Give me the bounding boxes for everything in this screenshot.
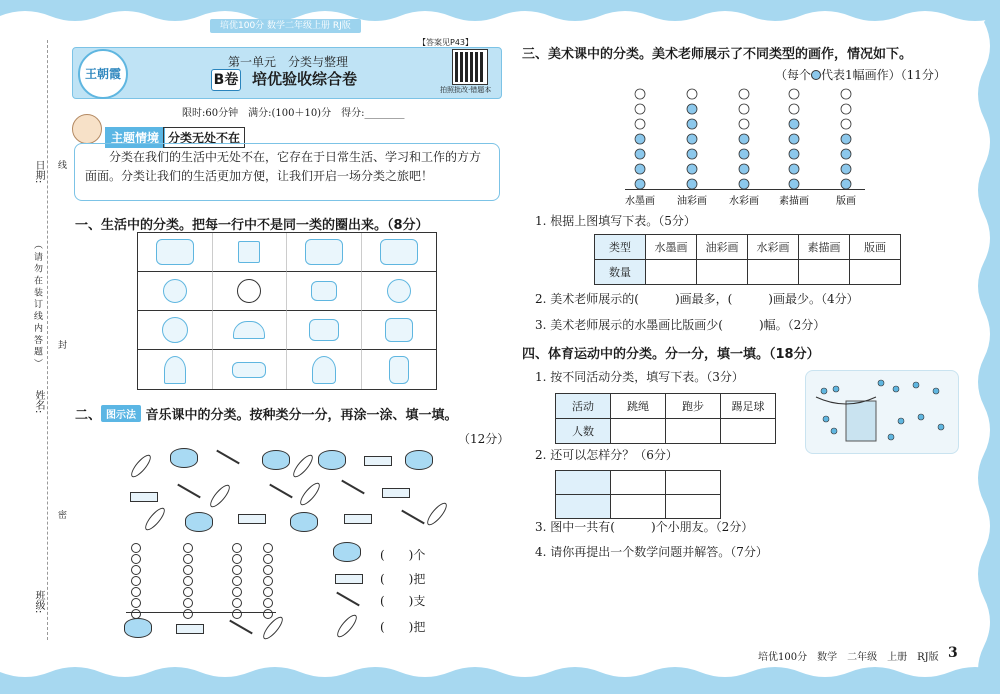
- q3-sub2: 2. 美术老师展示的( )画最多，( )画最少。（4分）: [535, 292, 859, 306]
- pictograph-filled-mark: [789, 134, 799, 144]
- q3-row-count: 数量: [595, 260, 646, 285]
- sports-scene-illustration: [805, 370, 959, 454]
- q2-column-4: [263, 543, 273, 619]
- pictograph-filled-mark: [841, 164, 851, 174]
- q3-baseline: [625, 189, 865, 190]
- q2-answer-flute[interactable]: ( )支: [380, 594, 426, 608]
- q4-blank-cell[interactable]: [666, 471, 721, 495]
- watermelon-icon: [162, 317, 188, 343]
- q4-th-activity: 活动: [556, 394, 611, 419]
- q1-title: 一、生活中的分类。把每一行中不是同一类的圈出来。（8分）: [75, 218, 429, 233]
- q1-cell[interactable]: [138, 350, 213, 389]
- q2-title: [75, 404, 458, 423]
- q1-cell[interactable]: [287, 233, 362, 272]
- q3-th-type: 类型: [595, 235, 646, 260]
- q1-cell[interactable]: [287, 350, 362, 389]
- q3-input-cell[interactable]: [748, 260, 799, 285]
- q1-cell[interactable]: [213, 272, 288, 311]
- q4-table: [555, 393, 776, 444]
- answer-reference: 【答案见P43】: [418, 38, 474, 47]
- q1-cell[interactable]: [138, 311, 213, 350]
- pictograph-filled-mark: [841, 149, 851, 159]
- cap-icon: [233, 321, 265, 339]
- q2-column-3: [232, 543, 242, 619]
- q3-pictograph: [620, 80, 870, 205]
- q4-blank-cell[interactable]: [556, 471, 611, 495]
- q4-th-run: 跑步: [666, 394, 721, 419]
- guitar-icon: [142, 505, 168, 533]
- pictograph-empty-mark: [739, 89, 749, 99]
- q2-column-2: [183, 543, 193, 619]
- pictograph-empty-mark: [841, 119, 851, 129]
- drum-icon: [318, 450, 346, 470]
- q4-blank-cell[interactable]: [666, 495, 721, 519]
- pictograph-empty-mark: [739, 119, 749, 129]
- pictograph-empty-mark: [635, 104, 645, 114]
- drum-icon: [262, 450, 290, 470]
- harmonica-icon: [344, 514, 372, 524]
- q3-note-b: 代表1幅画作）（11分）: [821, 68, 946, 82]
- pictograph-filled-mark: [789, 119, 799, 129]
- pictograph-filled-mark: [789, 164, 799, 174]
- q4-title: 四、体育运动中的分类。分一分，填一填。（18分）: [522, 347, 820, 362]
- q3-input-cell[interactable]: [850, 260, 901, 285]
- pictograph-filled-mark: [687, 134, 697, 144]
- flute-icon: [269, 484, 293, 499]
- seal-dense-text: 密: [56, 510, 66, 519]
- pictograph-filled-mark: [635, 164, 645, 174]
- q3-th-sketch: 素描画: [799, 235, 850, 260]
- pictograph-filled-mark: [841, 134, 851, 144]
- q1-picture-grid: [137, 232, 437, 390]
- harmonica-icon: [176, 624, 204, 634]
- pictograph-filled-mark: [789, 149, 799, 159]
- q4-th-soccer: 踢足球: [721, 394, 776, 419]
- harmonica-icon: [335, 574, 363, 584]
- q2-answer-guitar[interactable]: ( )把: [380, 620, 426, 634]
- plane-icon: [156, 239, 194, 265]
- q1-cell[interactable]: [362, 311, 437, 350]
- pictograph-filled-mark: [635, 179, 645, 189]
- theme-subtitle: 分类无处不在: [163, 127, 245, 148]
- q1-cell[interactable]: [213, 311, 288, 350]
- q3-th-ink: 水墨画: [646, 235, 697, 260]
- seal-line-text: 线: [56, 160, 66, 169]
- guitar-icon: [290, 452, 316, 480]
- footer-text: 培优100分 数学 二年级 上册 RJ版: [758, 652, 939, 663]
- no-answer-note: （ 请 勿 在 装 订 线 内 答 题 ）: [32, 240, 42, 368]
- seal-seal-text: 封: [56, 340, 66, 349]
- q2-answer-harmonica[interactable]: ( )把: [380, 572, 426, 586]
- flower-icon: [164, 356, 186, 384]
- qr-caption: 拍照批改·错题本: [440, 86, 492, 94]
- q4-blank-cell[interactable]: [556, 495, 611, 519]
- q3-table: [594, 234, 901, 285]
- q4-th-rope: 跳绳: [611, 394, 666, 419]
- drum-icon: [170, 448, 198, 468]
- q3-input-cell[interactable]: [697, 260, 748, 285]
- class-label: 班级:: [33, 590, 44, 614]
- right-wave-border: [962, 0, 1000, 694]
- flute-icon: [229, 620, 253, 635]
- guitar-icon: [334, 612, 360, 640]
- pictograph-category-label: 版画: [836, 196, 856, 207]
- q2-num: 二、: [75, 408, 102, 423]
- pictograph-filled-mark: [739, 179, 749, 189]
- cake-icon: [311, 281, 337, 301]
- q1-cell[interactable]: [362, 272, 437, 311]
- theme-tag: 主题情境: [105, 127, 165, 148]
- qr-code-icon[interactable]: [453, 50, 487, 84]
- top-bar: 培优100分 数学二年级上册 RJ版: [210, 19, 361, 33]
- q3-sub3: 3. 美术老师展示的水墨画比版画少( )幅。（2分）: [535, 318, 826, 332]
- dog-icon: [387, 279, 411, 303]
- shoes-icon: [309, 319, 339, 341]
- q4-row-people: 人数: [556, 419, 611, 444]
- guitar-icon: [424, 500, 450, 528]
- pictograph-category-label: 水彩画: [729, 196, 759, 207]
- pictograph-filled-mark: [739, 149, 749, 159]
- pictograph-filled-mark: [841, 179, 851, 189]
- guitar-icon: [207, 482, 233, 510]
- q1-cell[interactable]: [138, 233, 213, 272]
- q2-method-tag: 图示法: [101, 405, 141, 422]
- brand-logo: 王朝霞: [78, 49, 128, 99]
- q3-sub1: 1. 根据上图填写下表。（5分）: [535, 214, 696, 228]
- flute-icon: [341, 480, 365, 495]
- pictograph-empty-mark: [687, 89, 697, 99]
- q3-note-a: （每个: [775, 68, 812, 82]
- guitar-icon: [297, 480, 323, 508]
- q2-score: （12分）: [458, 432, 510, 446]
- q1-cell[interactable]: [138, 272, 213, 311]
- q3-th-oil: 油彩画: [697, 235, 748, 260]
- panda-icon: [237, 279, 261, 303]
- q3-title: 三、美术课中的分类。美术老师展示了不同类型的画作，情况如下。: [522, 47, 913, 62]
- name-label: 姓名:: [33, 390, 44, 414]
- cube-icon: [238, 241, 260, 263]
- q3-th-water: 水彩画: [748, 235, 799, 260]
- drum-icon: [405, 450, 433, 470]
- q1-cell[interactable]: [287, 311, 362, 350]
- q4-input-cell[interactable]: [611, 419, 666, 444]
- q1-cell[interactable]: [362, 350, 437, 389]
- harmonica-icon: [382, 488, 410, 498]
- binding-line: [47, 40, 48, 640]
- pictograph-filled-mark: [687, 179, 697, 189]
- page-number: 3: [948, 645, 958, 661]
- drum-icon: [290, 512, 318, 532]
- q4-sub3: 3. 图中一共有( )个小朋友。（2分）: [535, 520, 754, 534]
- drum-icon: [124, 618, 152, 638]
- pictograph-category-label: 素描画: [779, 196, 809, 207]
- girl-avatar-icon: [72, 114, 102, 144]
- flute-icon: [401, 510, 425, 525]
- q4-blank-cell[interactable]: [611, 495, 666, 519]
- pictograph-filled-mark: [635, 134, 645, 144]
- q4-blank-table: [555, 470, 721, 519]
- drum-icon: [333, 542, 361, 562]
- pictograph-filled-mark: [739, 134, 749, 144]
- q2-column-1: [131, 543, 141, 619]
- pictograph-filled-mark: [739, 164, 749, 174]
- time-score-line: 限时:60分钟 满分:(100＋10)分 得分:________: [182, 108, 405, 119]
- pictograph-category-label: 油彩画: [677, 196, 707, 207]
- harmonica-icon: [130, 492, 158, 502]
- q2-text: 音乐课中的分类。按种类分一分，再涂一涂、填一填。: [145, 408, 458, 423]
- pictograph-empty-mark: [841, 89, 851, 99]
- harmonica-icon: [364, 456, 392, 466]
- pictograph-filled-mark: [687, 164, 697, 174]
- pictograph-filled-mark: [687, 119, 697, 129]
- drum-icon: [185, 512, 213, 532]
- guitar-icon: [128, 452, 154, 480]
- q4-input-cell[interactable]: [666, 419, 721, 444]
- flute-icon: [336, 592, 360, 607]
- grass-icon: [232, 362, 266, 378]
- pictograph-empty-mark: [789, 89, 799, 99]
- q4-input-cell[interactable]: [721, 419, 776, 444]
- flute-icon: [216, 450, 240, 465]
- lamp-icon: [389, 356, 409, 384]
- harmonica-icon: [238, 514, 266, 524]
- legend-dot-icon: [811, 70, 821, 80]
- q1-cell[interactable]: [287, 272, 362, 311]
- q1-cell[interactable]: [213, 233, 288, 272]
- pictograph-filled-mark: [687, 104, 697, 114]
- q2-answer-drum[interactable]: ( )个: [380, 548, 426, 562]
- q4-sub2: 2. 还可以怎样分？（6分）: [535, 448, 678, 462]
- q4-sub1: 1. 按不同活动分类，填写下表。（3分）: [535, 370, 744, 384]
- pictograph-empty-mark: [635, 89, 645, 99]
- paper-title: 培优验收综合卷: [252, 70, 358, 88]
- q3-input-cell[interactable]: [646, 260, 697, 285]
- date-label: 日期:: [33, 160, 44, 184]
- unit-title: 第一单元 分类与整理: [228, 55, 349, 69]
- q1-cell[interactable]: [362, 233, 437, 272]
- top-wave-border: [0, 0, 1000, 30]
- q2-baseline: [126, 612, 276, 613]
- pictograph-empty-mark: [739, 104, 749, 114]
- squirrel-icon: [163, 279, 187, 303]
- pictograph-filled-mark: [635, 149, 645, 159]
- pictograph-filled-mark: [789, 179, 799, 189]
- pictograph-filled-mark: [687, 149, 697, 159]
- q3-input-cell[interactable]: [799, 260, 850, 285]
- paper-label: B卷: [211, 69, 241, 91]
- tree-icon: [312, 356, 336, 384]
- gloves-icon: [385, 318, 413, 342]
- theme-story: 分类在我们的生活中无处不在，它存在于日常生活、学习和工作的方方面面。分类让我们的生活更加方便，让我们开启一场分类之旅吧！: [74, 143, 500, 201]
- pictograph-empty-mark: [789, 104, 799, 114]
- q3-th-print: 版画: [850, 235, 901, 260]
- ship-icon: [380, 239, 418, 265]
- q4-blank-cell[interactable]: [611, 471, 666, 495]
- pictograph-empty-mark: [635, 119, 645, 129]
- pictograph-empty-mark: [841, 104, 851, 114]
- q1-cell[interactable]: [213, 350, 288, 389]
- pictograph-category-label: 水墨画: [625, 196, 655, 207]
- flute-icon: [177, 484, 201, 499]
- bus-icon: [305, 239, 343, 265]
- q4-sub4: 4. 请你再提出一个数学问题并解答。（7分）: [535, 545, 768, 559]
